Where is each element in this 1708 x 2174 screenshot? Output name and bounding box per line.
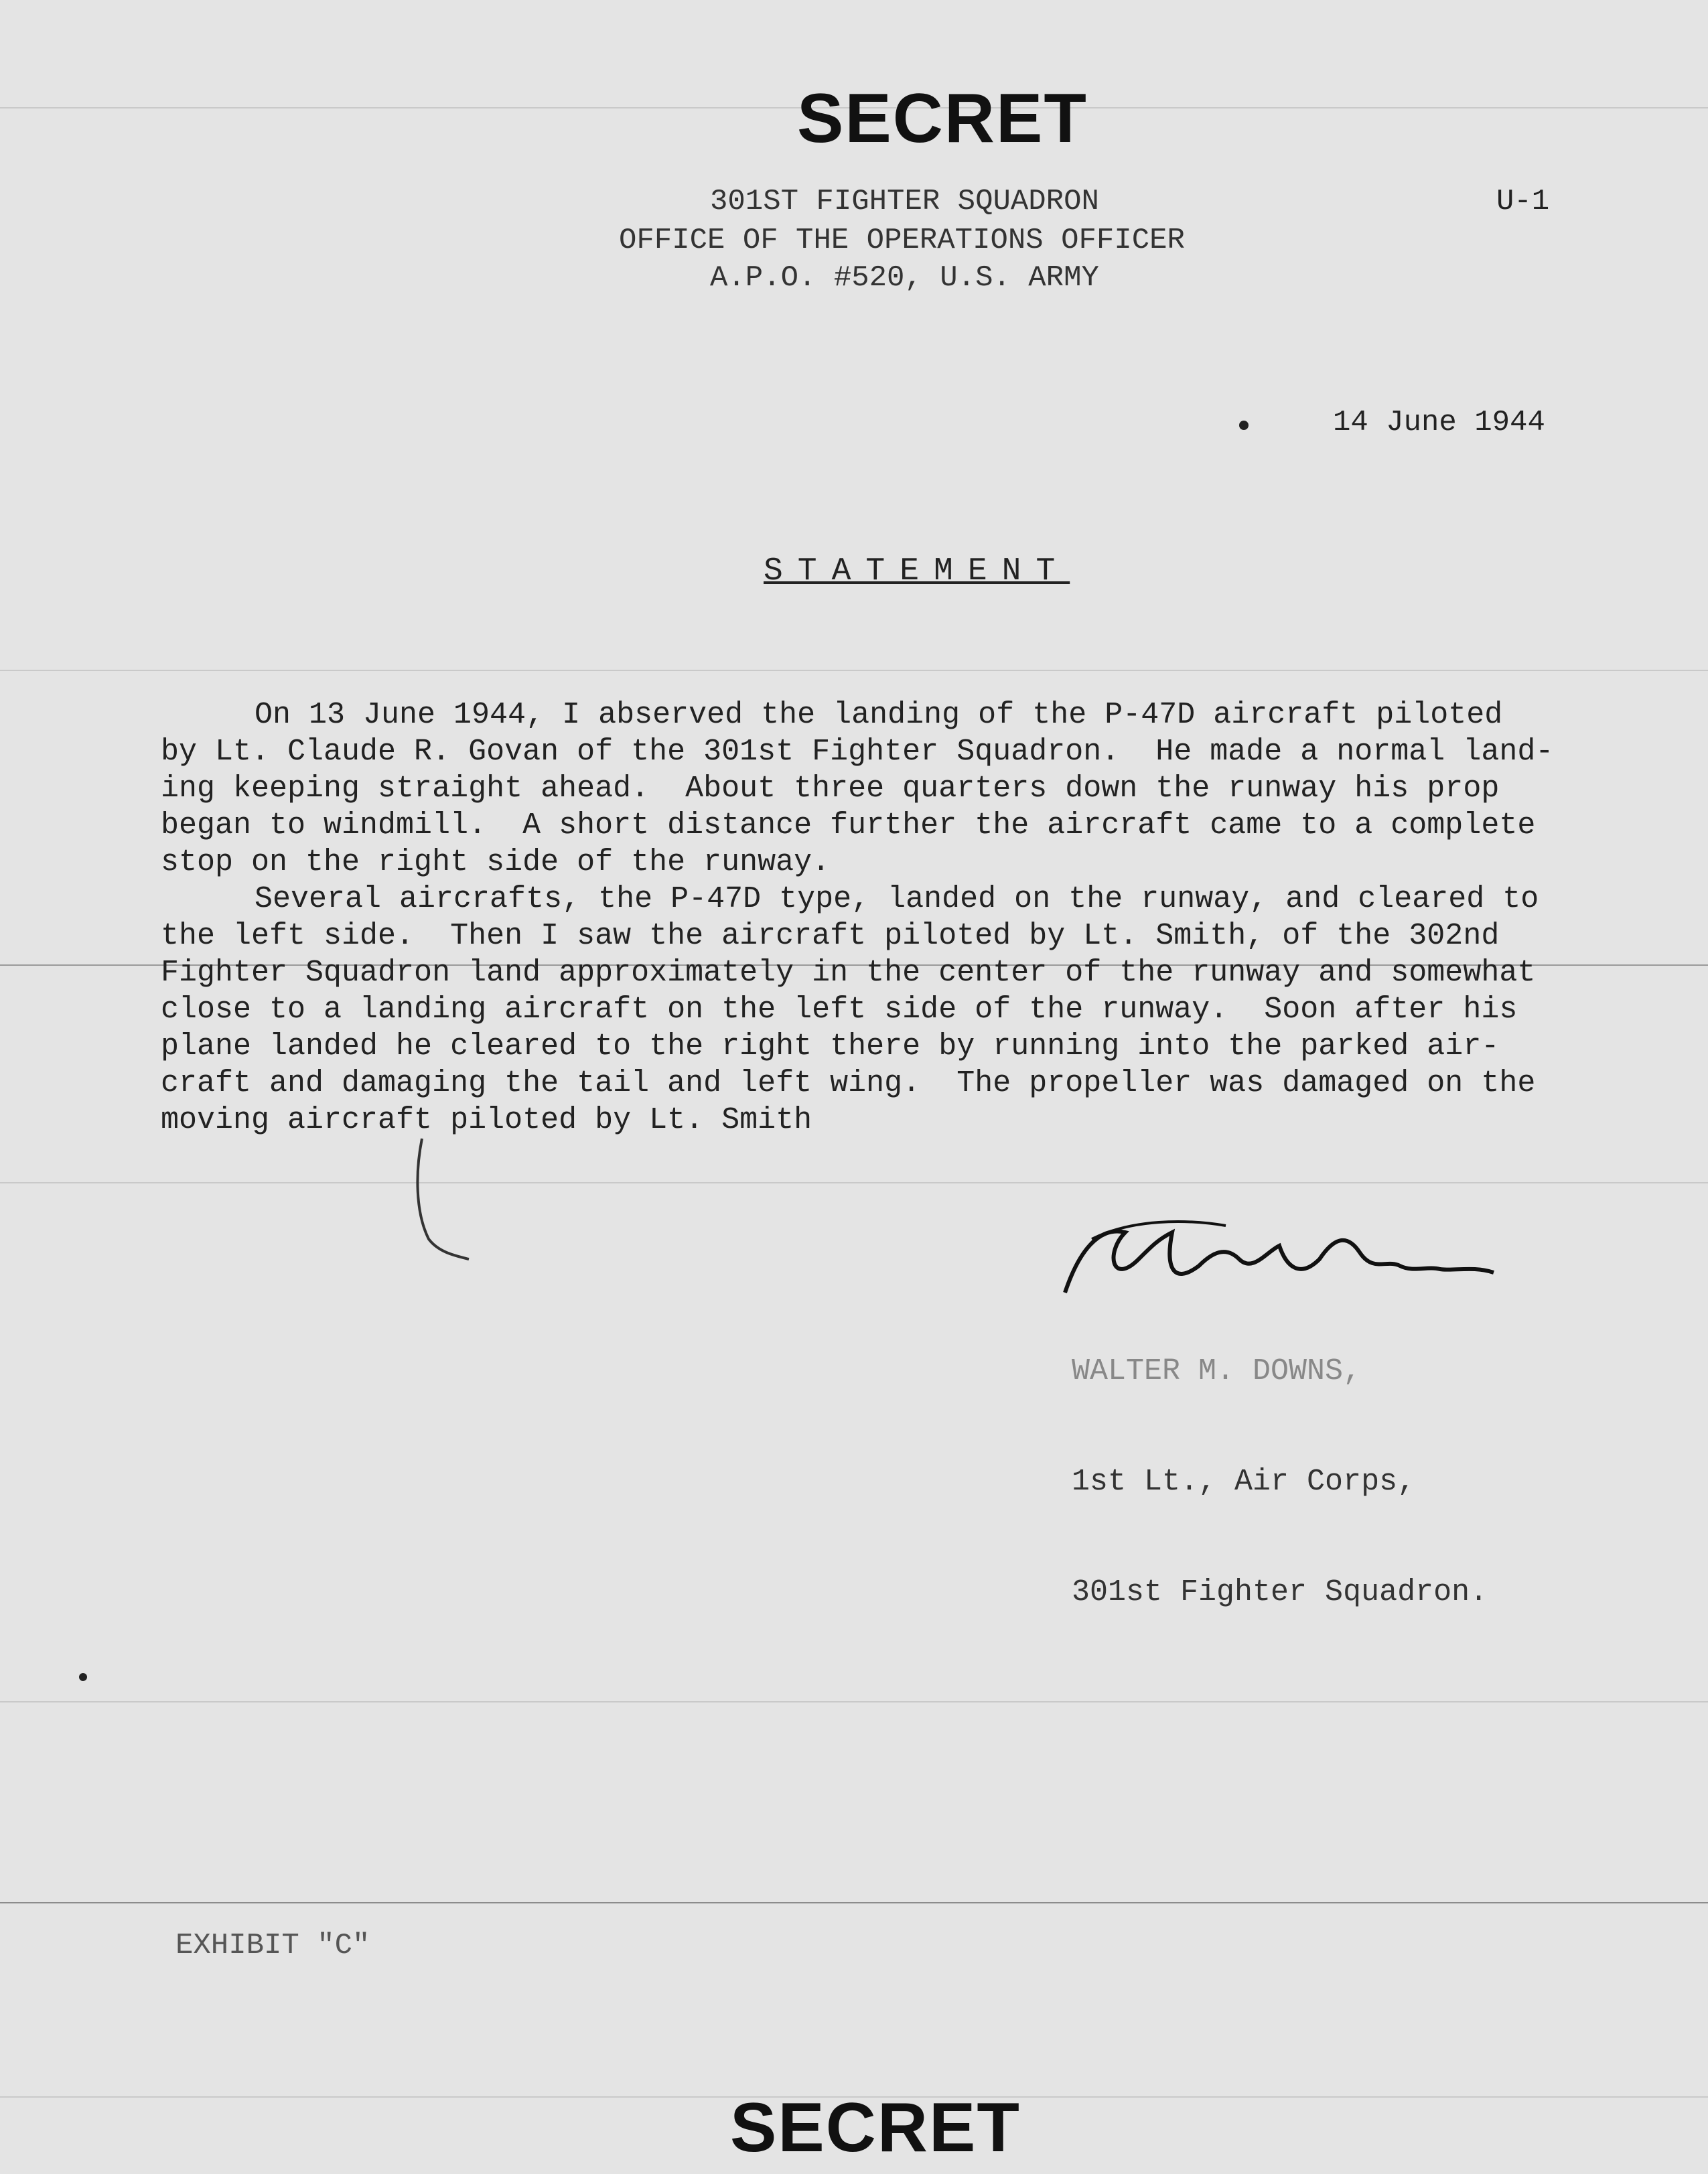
statement-body [161, 697, 1554, 1139]
body-line: the left side. Then I saw the aircraft piloted by Lt. Smith, of the 302nd [161, 919, 1500, 953]
exhibit-label: EXHIBIT "C" [175, 1929, 370, 1962]
body-line: plane landed he cleared to the right there by running into the parked air- [161, 1029, 1500, 1064]
scan-line [0, 1182, 1708, 1183]
ink-dot [79, 1673, 87, 1681]
document-code: U-1 [1496, 185, 1550, 218]
signer-unit: 301st Fighter Squadron. [1072, 1575, 1488, 1609]
scan-line [0, 1701, 1708, 1702]
body-line: Fighter Squadron land approximately in the center of the runway and somewhat [161, 956, 1536, 990]
body-line: On 13 June 1944, I abserved the landing of the P-47D aircraft piloted [255, 698, 1503, 732]
body-line: ing keeping straight ahead. About three quarters down the runway his prop [161, 772, 1500, 806]
body-line: close to a landing aircraft on the left side of the runway. Soon after his [161, 993, 1518, 1027]
ink-dot [1239, 421, 1249, 430]
header-office: OFFICE OF THE OPERATIONS OFFICER [619, 224, 1185, 257]
body-line: began to windmill. A short distance further the aircraft came to a complete [161, 808, 1536, 843]
classification-top: SECRET [797, 80, 1088, 157]
signature-block [1072, 1279, 1488, 1684]
pen-mark [402, 1132, 482, 1266]
statement-title: STATEMENT [764, 553, 1070, 589]
body-line: craft and damaging the tail and left wing. The propeller was damaged on the [161, 1066, 1536, 1100]
scan-line [0, 670, 1708, 671]
signer-rank: 1st Lt., Air Corps, [1072, 1465, 1416, 1499]
body-line: stop on the right side of the runway. [161, 845, 831, 879]
signer-name: WALTER M. DOWNS, [1072, 1354, 1362, 1388]
header-unit: 301ST FIGHTER SQUADRON [710, 185, 1099, 218]
scan-line [0, 1902, 1708, 1903]
body-line: moving aircraft piloted by Lt. Smith [161, 1103, 812, 1137]
classification-bottom: SECRET [730, 2089, 1021, 2167]
document-date: 14 June 1944 [1333, 406, 1545, 439]
body-line: Several aircrafts, the P-47D type, landed on the runway, and cleared to [255, 882, 1539, 916]
header-address: A.P.O. #520, U.S. ARMY [710, 261, 1099, 295]
body-line: by Lt. Claude R. Govan of the 301st Fighter Squadron. He made a normal land- [161, 735, 1554, 769]
